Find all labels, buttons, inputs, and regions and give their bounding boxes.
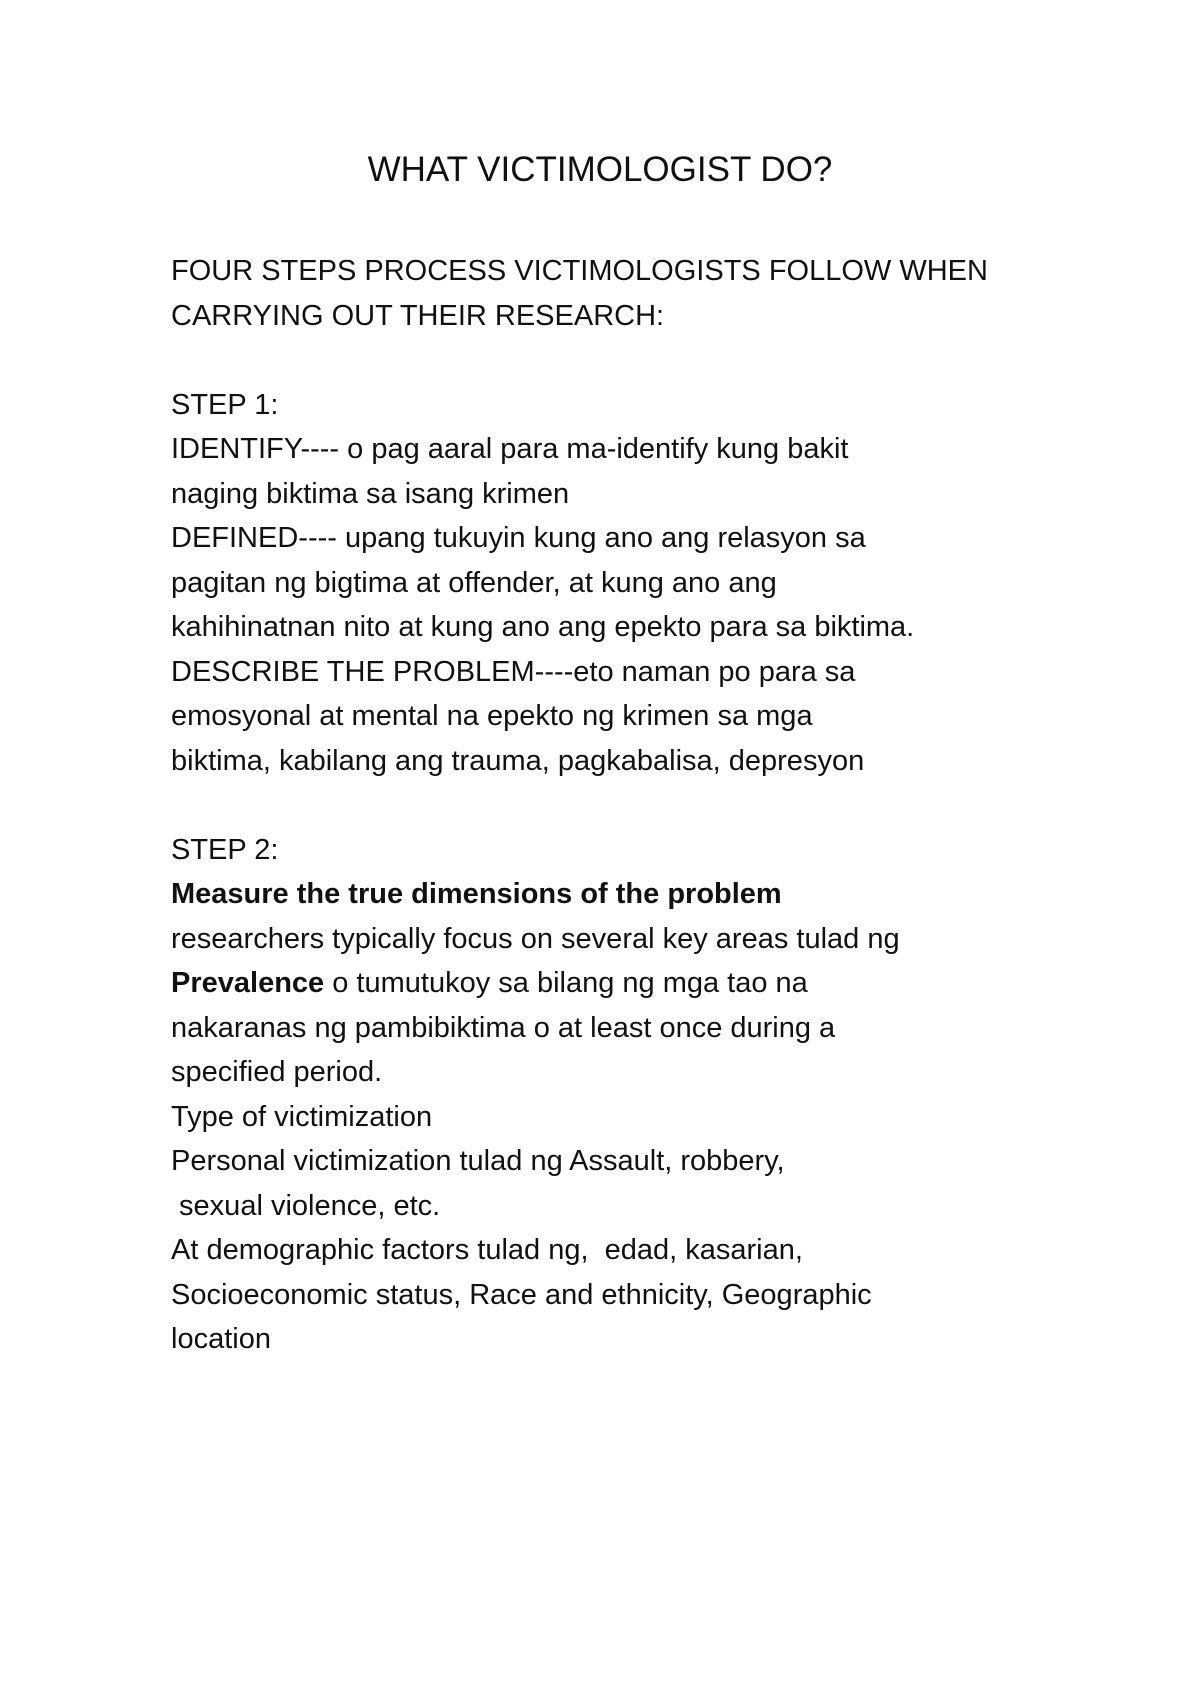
step2-line-1: nakaranas ng pambibiktima o at least once during a — [171, 1011, 836, 1044]
step1-heading-suffix: : — [270, 388, 279, 421]
step1-line-5: kahihinatnan nito at kung ano ang epekto para sa biktima. — [171, 611, 915, 643]
step1-line-4: pagitan ng bigtima at offender, at kung ano ang — [171, 566, 777, 599]
step1-heading — [171, 383, 1071, 428]
blank-line — [171, 783, 1071, 828]
step2-line-a: researchers typically focus on several key areas tulad ng — [171, 922, 900, 955]
step2-heading: STEP 2: — [171, 833, 279, 866]
prevalence-definition: o tumutukoy sa bilang ng mga tao na — [324, 967, 808, 999]
step1-heading-prefix: STEP — [171, 388, 255, 421]
step1-line-3: DEFINED---- upang tukuyin kung ano ang relasyon sa — [171, 522, 866, 554]
step2-line-6: At demographic factors tulad ng, edad, kasarian, — [171, 1234, 803, 1266]
step1-line-2: naging biktima sa isang krimen — [171, 477, 570, 510]
step2-line-4: Personal victimization tulad ng Assault, robbery, — [171, 1145, 785, 1177]
step2-line-5: sexual violence, etc. — [171, 1189, 441, 1222]
step1-line-8: biktima, kabilang ang trauma, pagkabalisa, depresyon — [171, 744, 865, 777]
step2-prevalence-line — [171, 961, 1071, 1006]
step2-line-2: specified period. — [171, 1056, 383, 1088]
document-body — [171, 249, 1071, 1362]
step1-line-1: IDENTIFY---- o pag aaral para ma-identify kung bakit — [171, 433, 849, 465]
step2-bold-heading: Measure the true dimensions of the problem — [171, 878, 782, 910]
step1-line-6: DESCRIBE THE PROBLEM----eto naman po para sa — [171, 655, 856, 688]
intro-line-1: FOUR STEPS PROCESS VICTIMOLOGISTS FOLLOW WHEN — [171, 255, 988, 287]
intro-line-2: CARRYING OUT THEIR RESEARCH: — [171, 299, 665, 332]
step2-line-3: Type of victimization — [171, 1100, 433, 1133]
step1-heading-number: 1 — [254, 388, 271, 421]
step2-line-8: location — [171, 1323, 271, 1355]
step1-line-7: emosyonal at mental na epekto ng krimen sa mga — [171, 700, 813, 732]
step2-line-7: Socioeconomic status, Race and ethnicity, Geographic — [171, 1278, 872, 1311]
blank-line — [171, 338, 1071, 383]
document-title: WHAT VICTIMOLOGIST DO? — [367, 150, 833, 189]
prevalence-term: Prevalence — [171, 967, 325, 999]
